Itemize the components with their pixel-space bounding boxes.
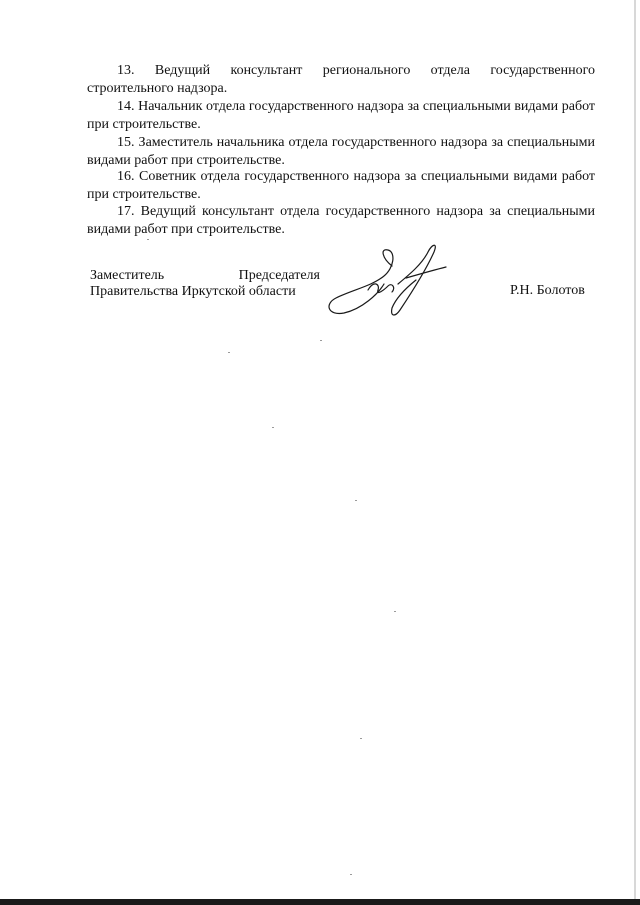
list-item-16: 16. Советник отдела государственного надзора за специальными видами работ при строительстве.: [87, 169, 595, 202]
list-item-13: 13. Ведущий консультант регионального отдела государственного строительного надзора.: [87, 63, 595, 96]
list-item-15: 15. Заместитель начальника отдела государственного надзора за специальными видами работ при строительстве.: [87, 135, 595, 168]
scan-speck: [320, 340, 322, 341]
position-word-chairman: Председателя: [238, 268, 320, 283]
scan-bottom-border: [0, 899, 640, 905]
scan-speck: [147, 239, 149, 240]
list-item-14: 14. Начальник отдела государственного надзора за специальными видами работ при строительстве.: [87, 99, 595, 132]
scan-speck: [355, 500, 357, 501]
signatory-name: Р.Н. Болотов: [510, 283, 585, 298]
scan-speck: [228, 352, 230, 353]
position-word-deputy: Заместитель: [90, 268, 165, 283]
scan-speck: [394, 611, 396, 612]
scan-speck: [360, 738, 362, 739]
position-organization: Правительства Иркутской области: [90, 284, 296, 299]
scan-speck: [350, 874, 352, 875]
signatory-position: [90, 268, 320, 300]
handwritten-signature: [322, 240, 452, 320]
scan-speck: [272, 427, 274, 428]
scan-edge: [634, 0, 636, 905]
list-item-17: 17. Ведущий консультант отдела государственного надзора за специальными видами работ при строительстве.: [87, 204, 595, 237]
